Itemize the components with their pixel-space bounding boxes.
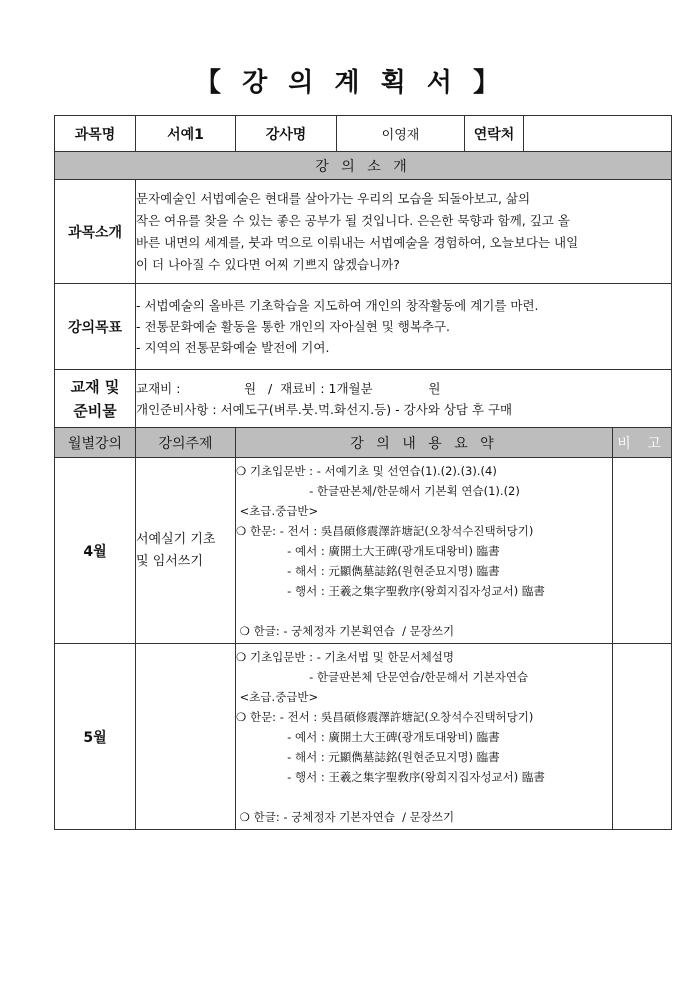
- month-cell: 5월: [55, 644, 136, 830]
- note-cell: [613, 458, 672, 644]
- course-goal-text: [136, 284, 672, 370]
- course-intro-line: 작은 여유를 찾을 수 있는 좋은 공부가 될 것입니다. 은은한 묵향과 함께, 깊고 올: [136, 212, 570, 228]
- content-line: - 행서 : 王羲之集字聖敎序(왕희지집자성교서) 臨書: [236, 583, 545, 598]
- summary-header: 강 의 내 용 요 약: [236, 428, 613, 458]
- content-line: ❍ 기초입문반 : - 서예기초 및 선연습(1).(2).(3).(4): [236, 463, 497, 478]
- schedule-header-row: [55, 428, 672, 458]
- content-line: ❍ 한문: - 전서 : 吳昌碩修震澤許塘記(오창석수진택허당기): [236, 523, 534, 538]
- content-line: [236, 787, 612, 807]
- content-line: - 한글판본체 단문연습/한문해서 기본자연습: [236, 669, 529, 684]
- materials-label-line1: 교재 및: [70, 377, 120, 396]
- course-intro-text: [136, 180, 672, 284]
- course-intro-line: 문자예술인 서법예술은 현대를 살아가는 우리의 모습을 되돌아보고, 삶의: [136, 190, 531, 206]
- content-cell: [236, 458, 613, 644]
- content-line: <초급.중급반>: [236, 689, 319, 704]
- month-header: 월별강의: [55, 428, 136, 458]
- course-intro-label: 과목소개: [55, 180, 136, 284]
- content-line: - 예서 : 廣開土大王碑(광개토대왕비) 臨書: [236, 729, 500, 744]
- topic-header: 강의주제: [136, 428, 236, 458]
- intro-section-header: 강 의 소 개: [55, 152, 672, 180]
- course-goal-line: - 지역의 전통문화예술 발전에 기여.: [136, 340, 330, 355]
- materials-label: [55, 370, 136, 428]
- subject-label: 과목명: [55, 116, 136, 152]
- content-line: - 해서 : 元顯儁墓誌銘(원현준묘지명) 臨書: [236, 749, 500, 764]
- content-line: - 예서 : 廣開土大王碑(광개토대왕비) 臨書: [236, 543, 500, 558]
- course-goal-line: - 서법예술의 올바른 기초학습을 지도하여 개인의 창작활동에 계기를 마련.: [136, 298, 539, 313]
- content-line: - 행서 : 王羲之集字聖敎序(왕희지집자성교서) 臨書: [236, 769, 545, 784]
- instructor-value: 이영재: [337, 116, 465, 152]
- subject-value: 서예1: [136, 116, 236, 152]
- content-line: ❍ 한문: - 전서 : 吳昌碩修震澤許塘記(오창석수진택허당기): [236, 709, 534, 724]
- topic-cell: [136, 458, 236, 644]
- instructor-label: 강사명: [236, 116, 337, 152]
- content-line: <초급.중급반>: [236, 503, 319, 518]
- course-goal-line: - 전통문화예술 활동을 통한 개인의 자아실현 및 행복추구.: [136, 319, 451, 334]
- materials-line: 교재비 : 원 / 재료비 : 1개월분 원: [136, 380, 441, 396]
- content-line: ❍ 한글: - 궁체정자 기본획연습 / 문장쓰기: [236, 623, 455, 638]
- lecture-plan-table: [54, 115, 672, 830]
- note-header: 비 고: [613, 428, 672, 458]
- topic-line: 및 임서쓰기: [136, 553, 203, 569]
- materials-label-line2: 준비물: [73, 401, 117, 420]
- content-line: - 한글판본체/한문해서 기본획 연습(1).(2): [236, 483, 520, 498]
- content-cell: [236, 644, 613, 830]
- course-intro-line: 이 더 나아질 수 있다면 어찌 기쁘지 않겠습니까?: [136, 256, 400, 272]
- info-row: [55, 116, 672, 152]
- month-cell: 4월: [55, 458, 136, 644]
- content-line: - 해서 : 元顯儁墓誌銘(원현준묘지명) 臨書: [236, 563, 500, 578]
- course-goal-label: 강의목표: [55, 284, 136, 370]
- content-line: ❍ 기초입문반 : - 기초서법 및 한문서체설명: [236, 649, 455, 664]
- note-cell: [613, 644, 672, 830]
- course-goal-row: [55, 284, 672, 370]
- schedule-row: [55, 458, 672, 644]
- page-title: 【 강 의 계 획 서 】: [195, 68, 505, 98]
- materials-text: [136, 370, 672, 428]
- schedule-row: [55, 644, 672, 830]
- course-intro-row: [55, 180, 672, 284]
- content-line: [236, 601, 612, 621]
- materials-row: [55, 370, 672, 428]
- topic-line: 서예실기 기초: [136, 531, 216, 547]
- course-intro-line: 바른 내면의 세계를, 붓과 먹으로 이뤄내는 서법예술을 경험하여, 오늘보다는 내일: [136, 234, 579, 250]
- contact-value: [524, 116, 672, 152]
- materials-line: 개인준비사항 : 서예도구(벼루.붓.먹.화선지.등) - 강사와 상담 후 구매: [136, 401, 513, 417]
- contact-label: 연락처: [465, 116, 524, 152]
- topic-cell: [136, 644, 236, 830]
- content-line: ❍ 한글: - 궁체정자 기본자연습 / 문장쓰기: [236, 809, 455, 824]
